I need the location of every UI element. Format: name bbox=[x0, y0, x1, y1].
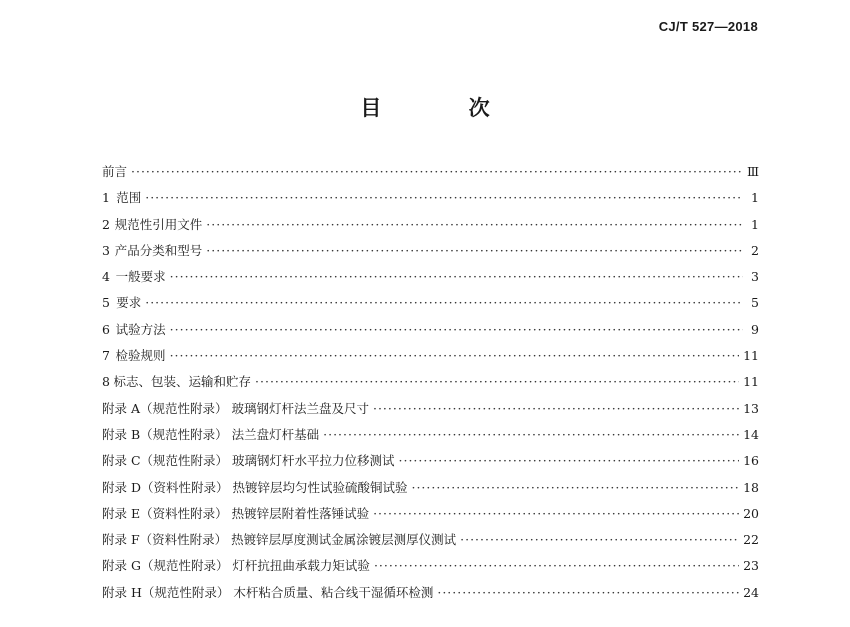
toc-entry-appendix-f[interactable] bbox=[102, 530, 759, 556]
toc-page-number: 2 bbox=[751, 242, 759, 258]
toc-label: 附录 B（规范性附录） 法兰盘灯杆基础 bbox=[102, 426, 320, 442]
toc-label: 试验方法 bbox=[115, 321, 166, 337]
toc-page-number: 14 bbox=[743, 426, 759, 442]
toc-leader-dots bbox=[206, 243, 743, 258]
toc-page-number: 5 bbox=[751, 295, 759, 311]
toc-page-number: 1 bbox=[751, 190, 759, 206]
toc-leader-dots bbox=[374, 558, 739, 573]
toc-chapter-number: 2 bbox=[102, 216, 110, 232]
toc-label: 标志、包装、运输和贮存 bbox=[113, 374, 252, 390]
toc-page-number: 22 bbox=[743, 532, 759, 548]
toc-leader-dots bbox=[437, 585, 739, 600]
toc-chapter-number: 7 bbox=[102, 348, 110, 364]
toc-leader-dots bbox=[145, 190, 743, 205]
toc-page-number: 3 bbox=[751, 269, 759, 285]
toc-entry-3[interactable] bbox=[102, 241, 759, 267]
toc-leader-dots bbox=[145, 295, 743, 310]
toc-entry-appendix-a[interactable] bbox=[102, 399, 759, 425]
toc-entry-appendix-b[interactable] bbox=[102, 425, 759, 451]
toc-page-number: 11 bbox=[743, 374, 759, 390]
toc-label: 附录 G（规范性附录） 灯杆抗扭曲承载力矩试验 bbox=[102, 558, 370, 574]
toc-entry-1[interactable] bbox=[102, 188, 759, 214]
toc-label: 附录 E（资料性附录） 热镀锌层附着性落锤试验 bbox=[102, 505, 370, 521]
toc-leader-dots bbox=[170, 322, 743, 337]
page-title: 目 次 bbox=[360, 96, 530, 120]
standard-code: CJ/T 527—2018 bbox=[658, 19, 758, 34]
toc-entry-appendix-g[interactable] bbox=[102, 556, 759, 582]
toc-entry-2[interactable] bbox=[102, 215, 759, 241]
toc-page-number: 18 bbox=[743, 479, 759, 495]
toc-entry-4[interactable] bbox=[102, 267, 759, 293]
toc-leader-dots bbox=[170, 348, 740, 363]
toc-page-number: 24 bbox=[743, 584, 759, 600]
toc-chapter-number: 6 bbox=[102, 321, 110, 337]
toc-page-number: 23 bbox=[743, 558, 759, 574]
toc-leader-dots bbox=[131, 164, 743, 179]
toc-page-number: 9 bbox=[751, 321, 759, 337]
toc-label: 附录 D（资料性附录） 热镀锌层均匀性试验硫酸铜试验 bbox=[102, 479, 408, 495]
toc-entry-appendix-d[interactable] bbox=[102, 478, 759, 504]
toc-label: 范围 bbox=[116, 190, 142, 206]
toc-leader-dots bbox=[255, 374, 739, 389]
toc-label: 一般要求 bbox=[115, 269, 166, 285]
toc-entry-7[interactable] bbox=[102, 346, 759, 372]
toc-leader-dots bbox=[323, 427, 739, 442]
toc-label: 附录 F（资料性附录） 热镀锌层厚度测试金属涂镀层测厚仪测试 bbox=[102, 532, 457, 548]
toc-page-number: Ⅲ bbox=[746, 164, 759, 179]
toc-label: 附录 H（规范性附录） 木杆粘合质量、粘合线干湿循环检测 bbox=[102, 584, 434, 600]
toc-page-number: 1 bbox=[751, 216, 759, 232]
toc-label: 规范性引用文件 bbox=[114, 216, 203, 232]
toc-entry-8[interactable] bbox=[102, 372, 759, 398]
toc-chapter-number: 3 bbox=[102, 242, 110, 258]
toc-page-number: 16 bbox=[743, 453, 759, 469]
toc-entry-appendix-h[interactable] bbox=[102, 583, 759, 609]
toc-label: 要求 bbox=[116, 295, 142, 311]
toc-leader-dots bbox=[206, 217, 743, 232]
toc-entry-appendix-e[interactable] bbox=[102, 504, 759, 530]
toc-leader-dots bbox=[373, 401, 739, 416]
table-of-contents bbox=[102, 162, 759, 609]
toc-page-number: 20 bbox=[743, 505, 759, 521]
toc-entry-5[interactable] bbox=[102, 293, 759, 319]
toc-label: 检验规则 bbox=[115, 348, 166, 364]
toc-leader-dots bbox=[460, 532, 739, 547]
toc-leader-dots bbox=[373, 506, 739, 521]
toc-label: 前言 bbox=[102, 164, 128, 179]
toc-leader-dots bbox=[399, 453, 740, 468]
toc-chapter-number: 4 bbox=[102, 269, 110, 285]
toc-chapter-number: 8 bbox=[102, 374, 110, 390]
toc-leader-dots bbox=[170, 269, 743, 284]
toc-label: 附录 A（规范性附录） 玻璃钢灯杆法兰盘及尺寸 bbox=[102, 400, 369, 416]
toc-leader-dots bbox=[411, 480, 739, 495]
toc-page-number: 11 bbox=[743, 348, 759, 364]
toc-chapter-number: 5 bbox=[102, 295, 110, 311]
toc-chapter-number: 1 bbox=[102, 190, 110, 206]
toc-label: 附录 C（规范性附录） 玻璃钢灯杆水平拉力位移测试 bbox=[102, 453, 395, 469]
toc-page-number: 13 bbox=[743, 400, 759, 416]
toc-entry-foreword[interactable] bbox=[102, 162, 759, 188]
toc-entry-6[interactable] bbox=[102, 320, 759, 346]
toc-label: 产品分类和型号 bbox=[114, 242, 203, 258]
toc-entry-appendix-c[interactable] bbox=[102, 451, 759, 477]
